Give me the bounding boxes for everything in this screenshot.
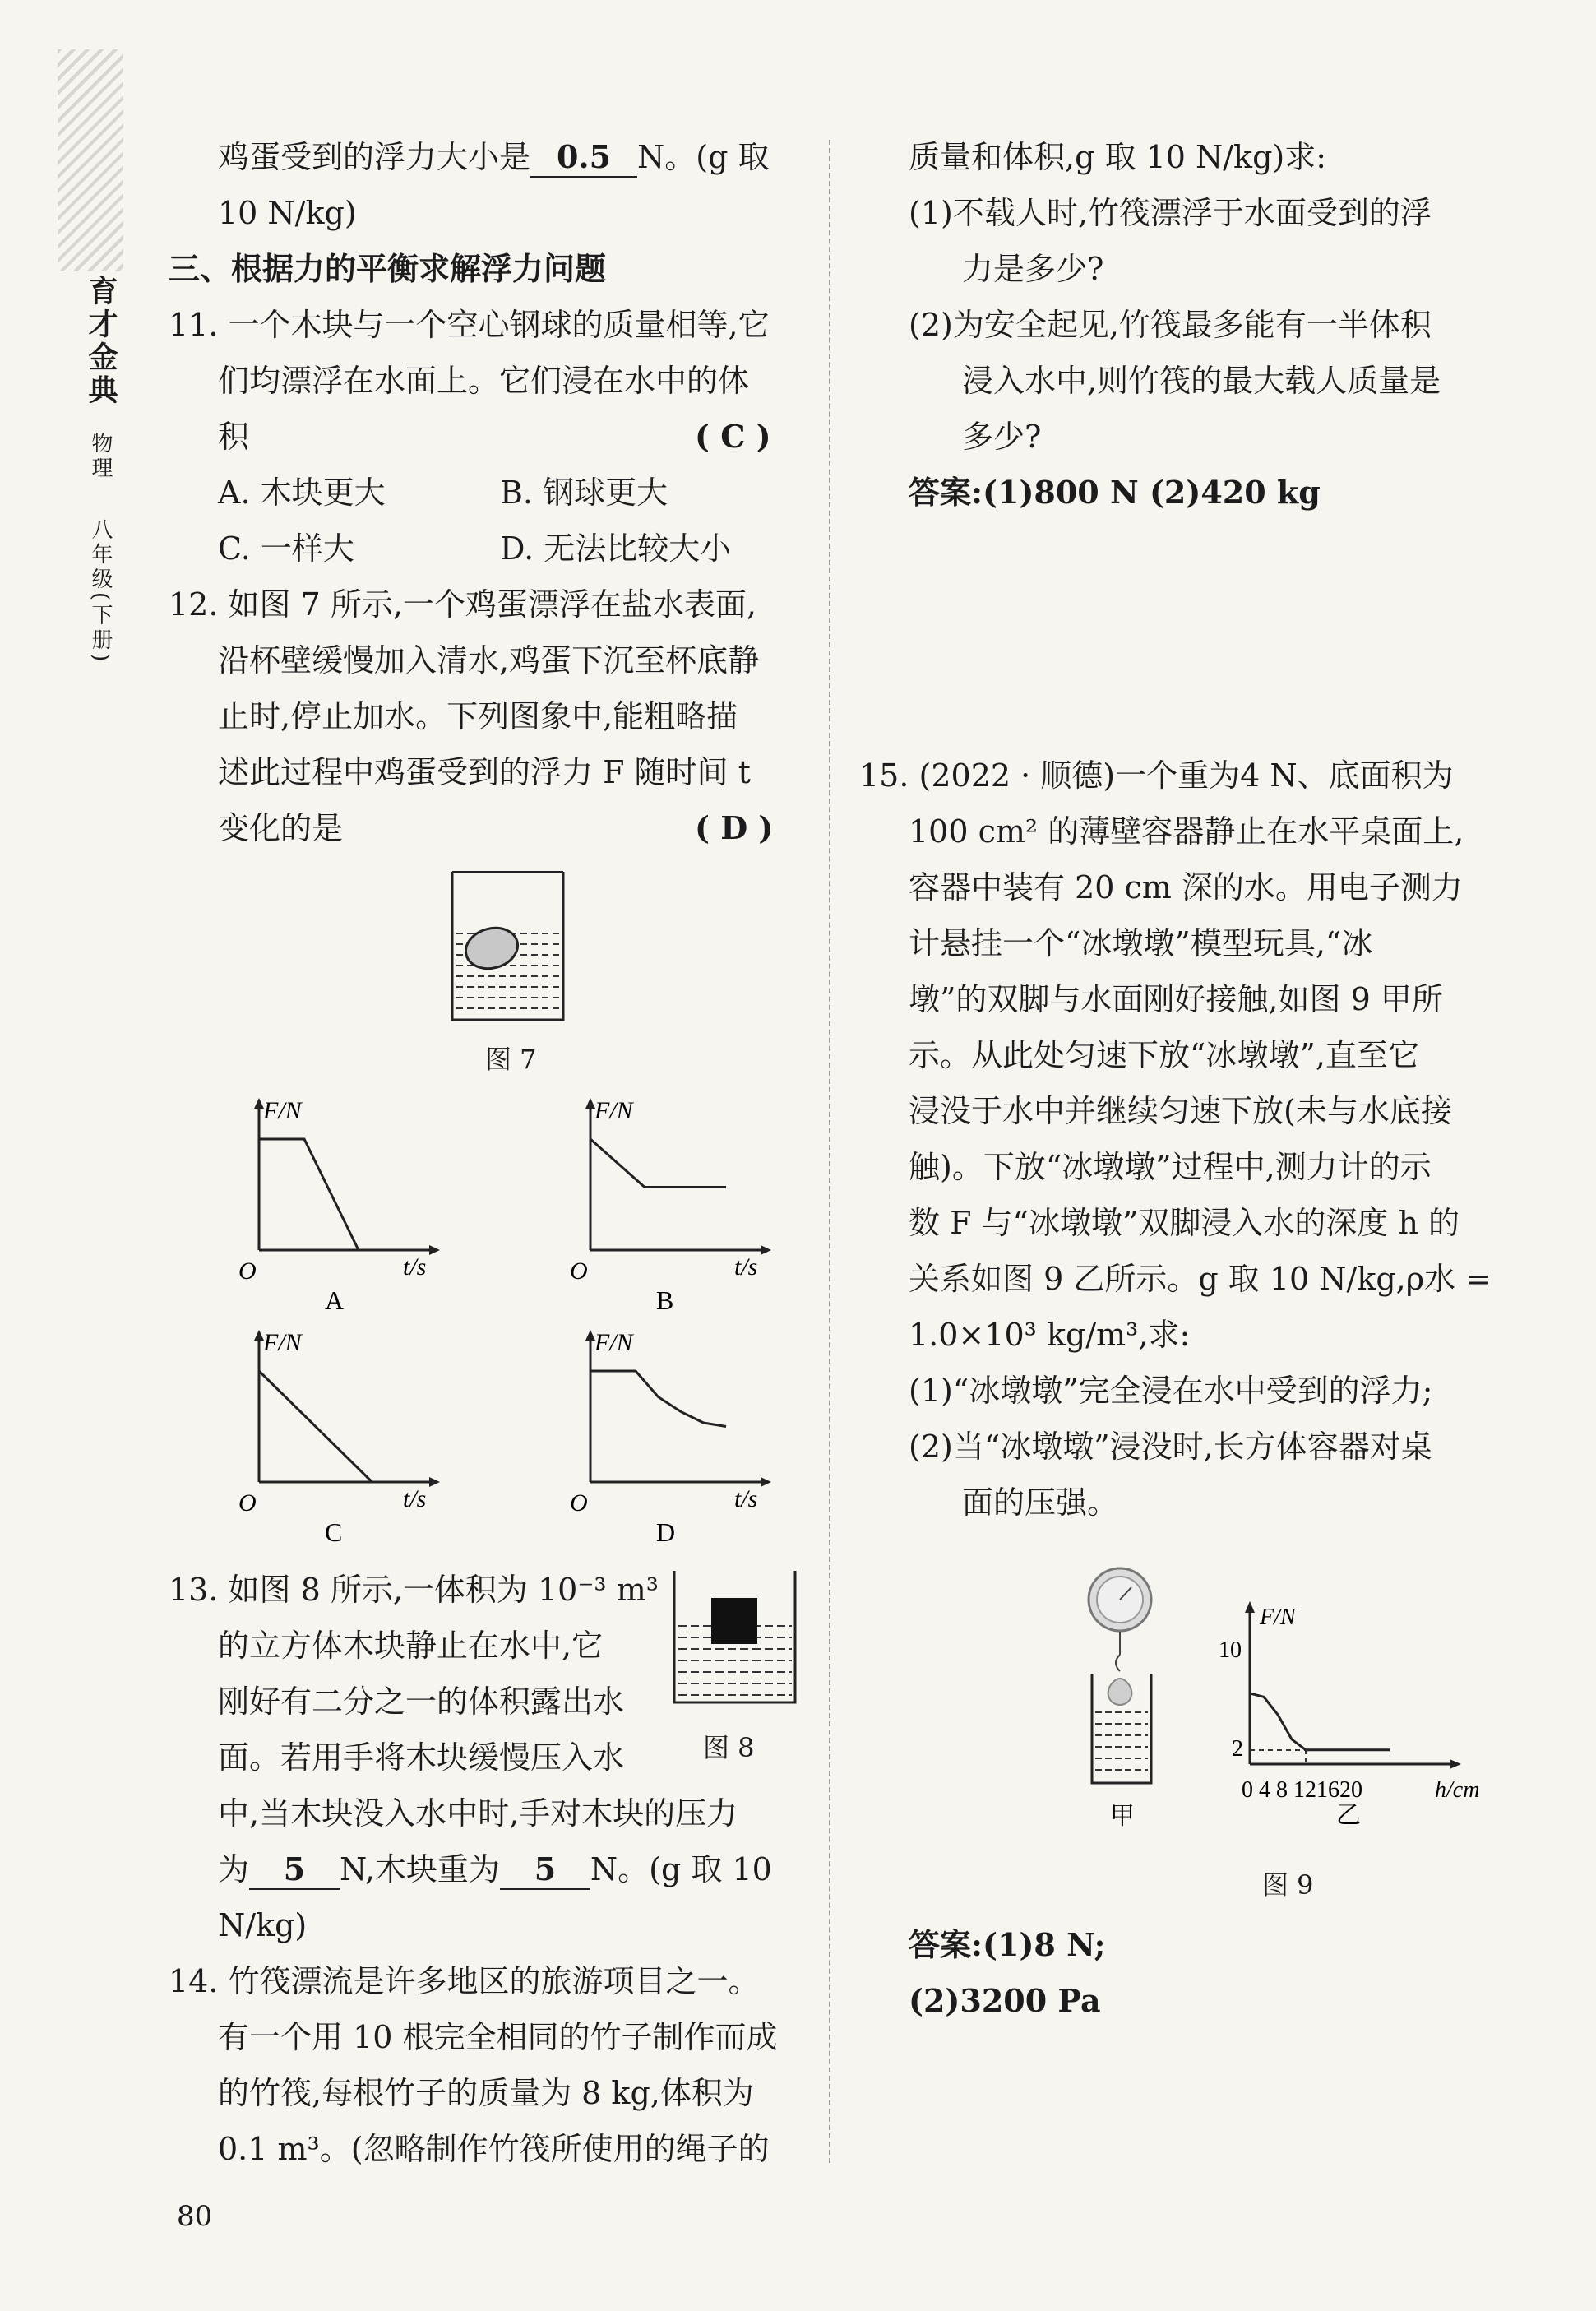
page-number: 80	[177, 2200, 213, 2233]
q10-answer: 0.5	[530, 138, 637, 178]
q15-line3: 容器中装有 20 cm 深的水。用电子测力	[909, 869, 1463, 905]
subject-label: 物理	[88, 432, 113, 481]
q15-answer-2: (2)3200 Pa	[909, 1982, 1101, 2019]
graph-a-ylabel: F/N	[263, 1097, 302, 1124]
q11-answer: ( C )	[695, 418, 771, 455]
q14-cont-line1: 质量和体积,g 取 10 N/kg)求:	[909, 139, 1327, 175]
graph-b	[570, 1094, 775, 1316]
q15-line6: 示。从此处匀速下放“冰墩墩”,直至它	[909, 1037, 1419, 1073]
graph-d-origin: O	[570, 1489, 588, 1517]
q13-line6	[218, 1850, 772, 1890]
figure9-yi-label: 乙	[1336, 1802, 1361, 1829]
graph-d-xlabel: t/s	[734, 1485, 758, 1512]
q11-line1: 11. 一个木块与一个空心钢球的质量相等,它	[169, 307, 770, 343]
q13-line7: N/kg)	[218, 1907, 308, 1943]
q13-line5: 中,当木块没入水中时,手对木块的压力	[218, 1795, 738, 1832]
q12-answer: ( D )	[695, 809, 774, 846]
q12-line5: 变化的是	[218, 810, 344, 846]
q12-line3: 止时,停止加水。下列图象中,能粗略描	[218, 698, 738, 734]
q11-option-d: D. 无法比较大小	[500, 530, 732, 567]
fig9-curve	[1250, 1693, 1390, 1750]
q11-line2: 们均漂浮在水面上。它们浸在水中的体	[218, 363, 750, 399]
q15-line11: 1.0×10³ kg/m³,求:	[909, 1317, 1191, 1353]
q13-answer-weight: 5	[500, 1850, 590, 1890]
fig9-ytick-2: 2	[1232, 1736, 1243, 1762]
q13-line1: 13. 如图 8 所示,一体积为 10⁻³ m³	[169, 1572, 659, 1608]
q11-option-c: C. 一样大	[218, 530, 354, 567]
graph-b-curve	[590, 1139, 726, 1188]
fig9-ylabel: F/N	[1260, 1605, 1296, 1630]
q13-answer-pressure: 5	[249, 1850, 340, 1890]
q13-line3: 刚好有二分之一的体积露出水	[218, 1683, 625, 1720]
q15-line7: 浸没于水中并继续匀速下放(未与水底接	[909, 1093, 1452, 1129]
q12-line2: 沿杯壁缓慢加入清水,鸡蛋下沉至杯底静	[218, 642, 760, 678]
fig9-ytick-10: 10	[1219, 1637, 1242, 1663]
q14-answer: 答案:(1)800 N (2)420 kg	[909, 474, 1321, 511]
book-title: 育才金典	[84, 276, 118, 407]
graph-a-label: A	[325, 1285, 345, 1315]
graph-a-xlabel: t/s	[403, 1253, 427, 1281]
graph-c-curve	[259, 1371, 372, 1482]
q10-tail-line2: 10 N/kg)	[218, 195, 357, 231]
q15-line1: 15. (2022 · 顺德)一个重为4 N、底面积为	[859, 757, 1454, 794]
q15-line8: 触)。下放“冰墩墩”过程中,测力计的示	[909, 1149, 1432, 1185]
figure9-jia-apparatus	[1077, 1563, 1168, 1834]
graph-b-ylabel: F/N	[594, 1097, 633, 1124]
graph-d	[570, 1326, 775, 1548]
q14-cont-line4: (2)为安全起见,竹筏最多能有一半体积	[909, 307, 1432, 343]
graph-b-xlabel: t/s	[734, 1253, 758, 1281]
q15-line5: 墩”的双脚与水面刚好接触,如图 9 甲所	[909, 981, 1443, 1017]
q15-line2: 100 cm² 的薄壁容器静止在水平桌面上,	[909, 813, 1464, 850]
q13-line2: 的立方体木块静止在水中,它	[218, 1628, 604, 1664]
graph-a-curve	[259, 1139, 359, 1250]
graph-c-label: C	[325, 1517, 343, 1547]
graph-c-origin: O	[238, 1489, 257, 1517]
graph-d-curve	[590, 1371, 726, 1427]
fig9-xlabel: h/cm	[1435, 1777, 1480, 1803]
q11-option-a: A. 木块更大	[218, 475, 386, 511]
figure7-caption: 图 7	[485, 1044, 537, 1075]
graph-c	[238, 1326, 444, 1548]
graph-b-origin: O	[570, 1257, 588, 1285]
q15-answer-1: 答案:(1)8 N;	[909, 1926, 1106, 1963]
graph-b-label: B	[656, 1285, 674, 1315]
figure8-container	[670, 1567, 802, 1707]
q14-line3: 的竹筏,每根竹子的质量为 8 kg,体积为	[218, 2075, 754, 2111]
bing-dwen-dwen-figure	[1108, 1679, 1132, 1705]
q14-cont-line3: 力是多少?	[962, 251, 1104, 287]
q11-option-b: B. 钢球更大	[500, 475, 668, 511]
q15-line13: (2)当“冰墩墩”浸没时,长方体容器对桌	[909, 1429, 1432, 1465]
graph-c-ylabel: F/N	[263, 1329, 302, 1356]
q13-text-pre: 为	[218, 1851, 250, 1887]
graph-d-label: D	[656, 1517, 676, 1547]
q13-text-post: N。(g 取 10	[590, 1851, 772, 1887]
graph-a	[238, 1094, 444, 1316]
q14-cont-line2: (1)不载人时,竹筏漂浮于水面受到的浮	[909, 195, 1432, 231]
figure9-yi-graph	[1209, 1591, 1505, 1838]
margin-stripes	[58, 49, 123, 271]
q14-line1: 14. 竹筏漂流是许多地区的旅游项目之一。	[169, 1963, 760, 1999]
graph-d-ylabel: F/N	[594, 1329, 633, 1356]
q10-tail-line1	[218, 138, 770, 178]
q14-line4: 0.1 m³。(忽略制作竹筏所使用的绳子的	[218, 2131, 770, 2167]
q11-line3: 积	[218, 419, 250, 455]
fig9-xticks: 0 4 8 121620	[1242, 1777, 1362, 1803]
q10-text-post: N。(g 取	[637, 139, 770, 175]
q15-line12: (1)“冰墩墩”完全浸在水中受到的浮力;	[909, 1373, 1433, 1409]
graph-a-origin: O	[238, 1257, 257, 1285]
q10-text: 鸡蛋受到的浮力大小是	[218, 139, 531, 175]
q12-line4: 述此过程中鸡蛋受到的浮力 F 随时间 t	[218, 754, 751, 790]
q14-cont-line6: 多少?	[962, 419, 1042, 455]
figure9-caption: 图 9	[1262, 1869, 1314, 1901]
figure7-beaker	[448, 868, 571, 1024]
egg	[461, 923, 522, 975]
section-heading: 三、根据力的平衡求解浮力问题	[169, 250, 607, 287]
figure9-jia-label: 甲	[1110, 1803, 1135, 1830]
q13-line4: 面。若用手将木块缓慢压入水	[218, 1739, 625, 1776]
q12-line1: 12. 如图 7 所示,一个鸡蛋漂浮在盐水表面,	[169, 586, 757, 623]
q15-line9: 数 F 与“冰墩墩”双脚浸入水的深度 h 的	[909, 1205, 1460, 1241]
grade-label: 八年级(下册)	[88, 518, 113, 665]
figure8-caption: 图 8	[703, 1732, 755, 1763]
q15-line4: 计悬挂一个“冰墩墩”模型玩具,“冰	[909, 925, 1373, 961]
q13-text-mid: N,木块重为	[340, 1851, 500, 1887]
q14-cont-line5: 浸入水中,则竹筏的最大载人质量是	[962, 363, 1441, 399]
q15-line10: 关系如图 9 乙所示。g 取 10 N/kg,ρ水 =	[909, 1261, 1492, 1297]
graph-c-xlabel: t/s	[403, 1485, 427, 1512]
wood-block	[711, 1598, 757, 1644]
q15-line14: 面的压强。	[962, 1484, 1119, 1521]
column-divider	[829, 140, 830, 2163]
q14-line2: 有一个用 10 根完全相同的竹子制作而成	[218, 2019, 778, 2055]
